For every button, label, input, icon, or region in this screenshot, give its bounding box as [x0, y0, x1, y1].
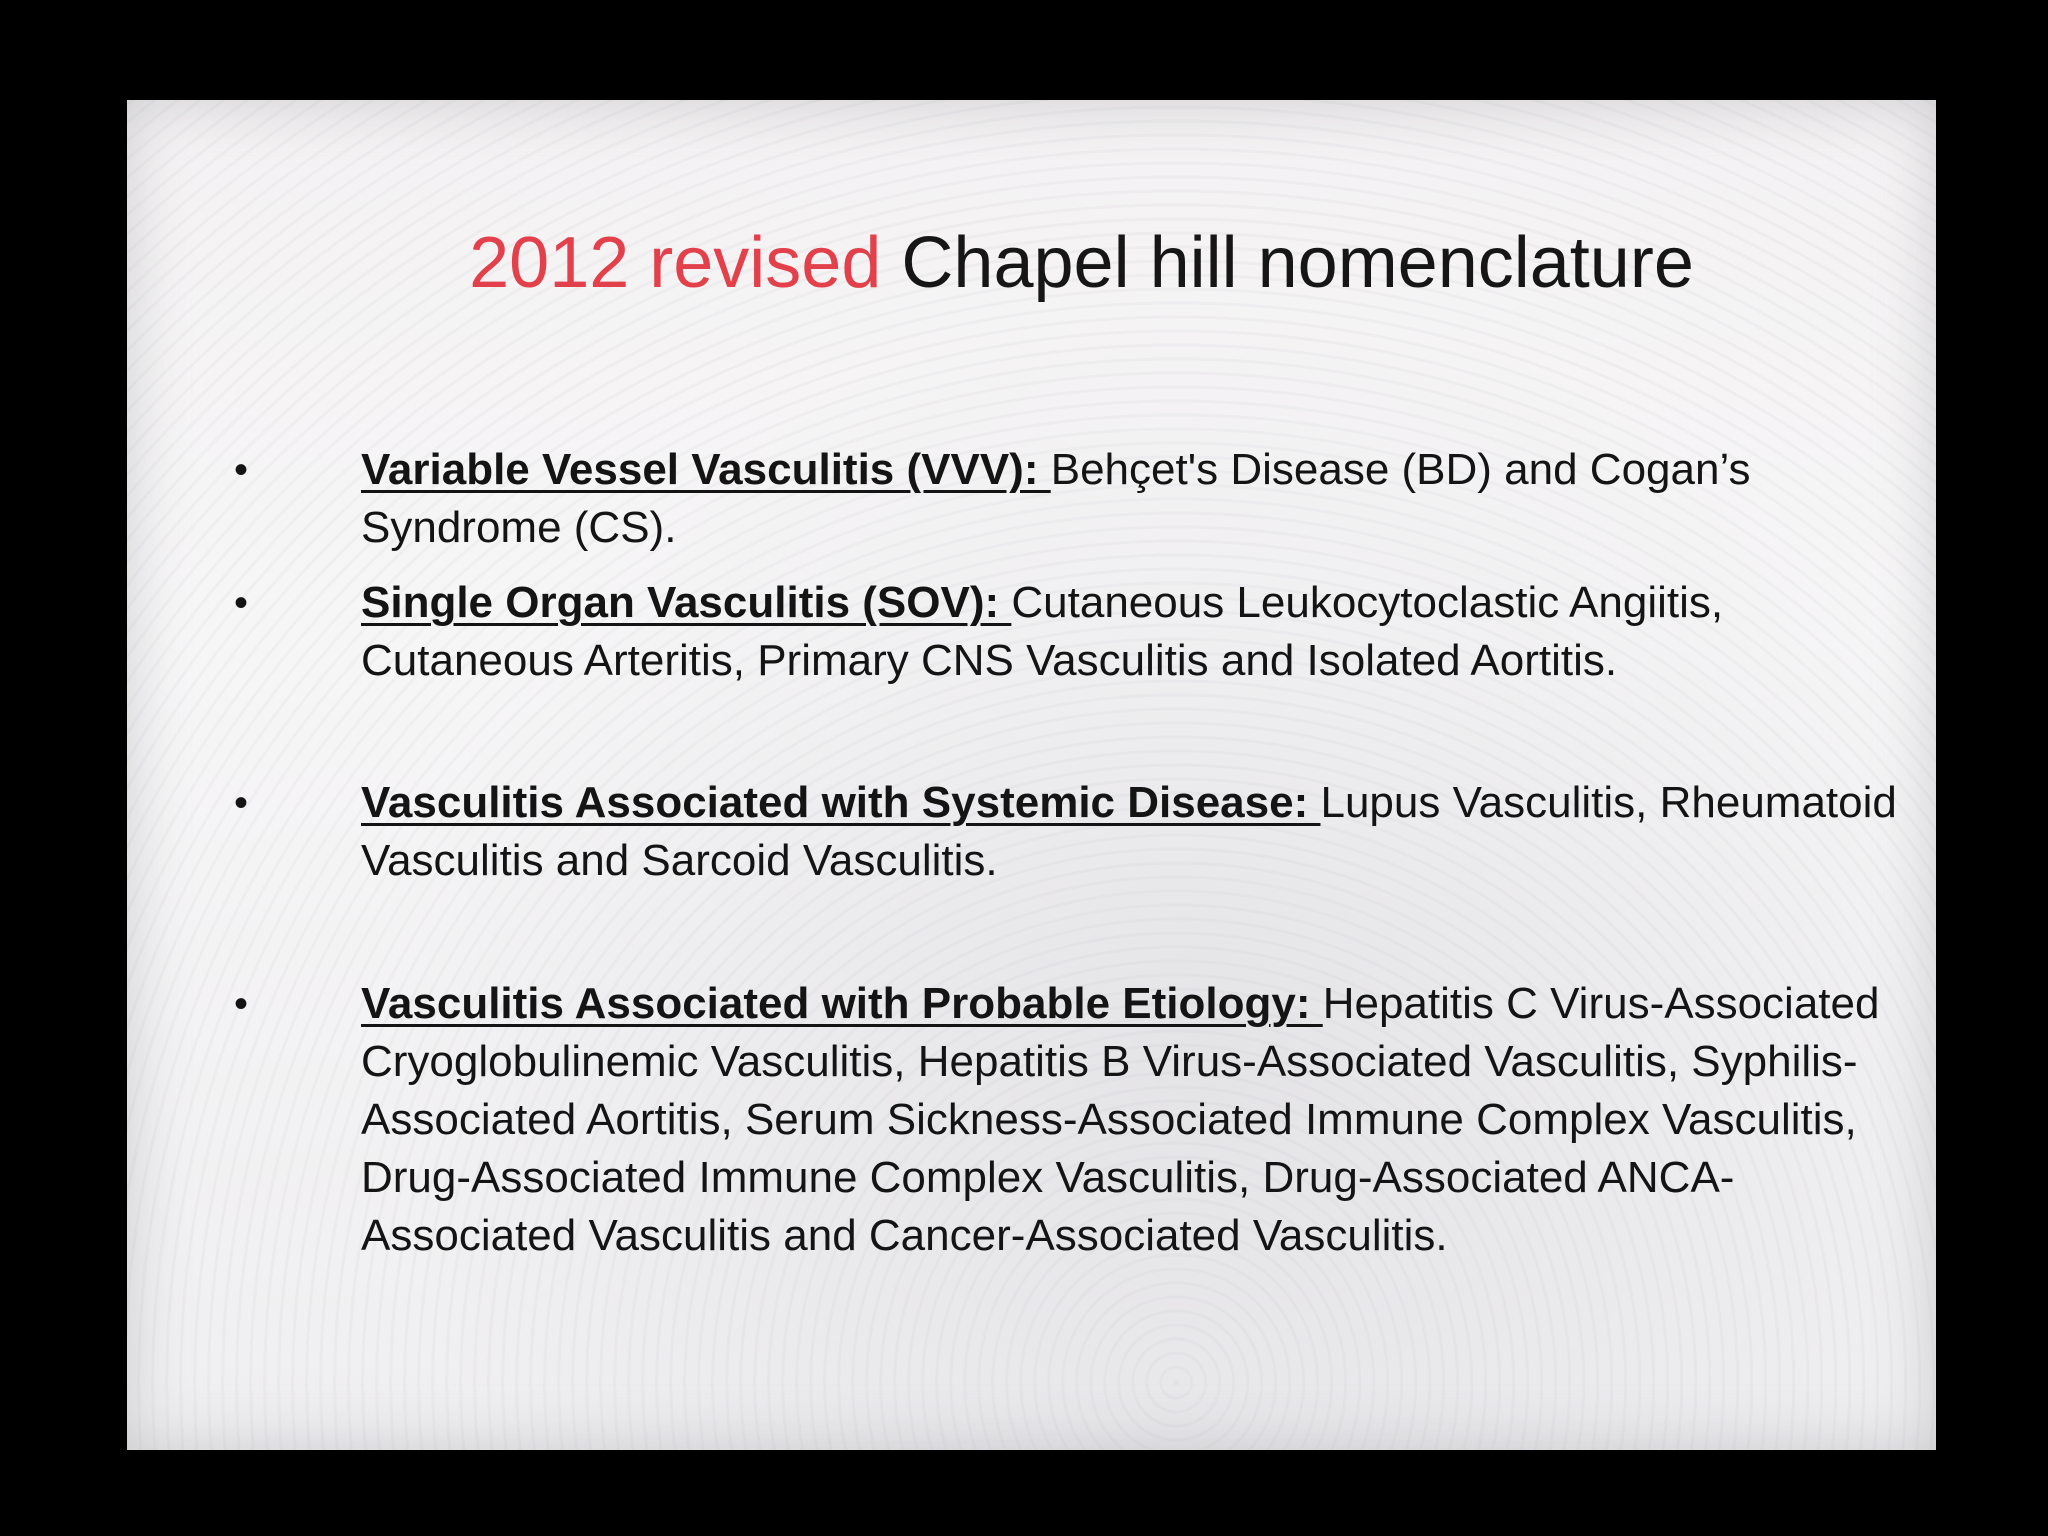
- list-item: [234, 574, 1924, 690]
- list-item-text: [361, 441, 1924, 557]
- slide-title-accent: 2012 revised: [469, 223, 882, 303]
- list-item-text: [361, 975, 1924, 1265]
- slide-title: [127, 218, 1936, 308]
- list-item-term: Vasculitis Associated with Systemic Disease:: [361, 778, 1321, 827]
- bullet-icon: •: [234, 581, 249, 625]
- list-item-term: Vasculitis Associated with Probable Etiology:: [361, 979, 1323, 1028]
- list-item-description: Lupus Vasculitis, Rheumatoid Vasculitis and Sarcoid Vasculitis.: [361, 778, 1897, 885]
- list-item-term: Single Organ Vasculitis (SOV):: [361, 578, 1012, 627]
- bullet-icon: •: [234, 448, 249, 492]
- bullet-icon: •: [234, 982, 249, 1026]
- list-item-description: Behçet's Disease (BD) and Cogan’s Syndrome (CS).: [361, 445, 1751, 552]
- list-item-term: Variable Vessel Vasculitis (VVV):: [361, 445, 1051, 494]
- list-item: [234, 441, 1924, 557]
- list-item: [234, 774, 1924, 890]
- bullet-icon: •: [234, 781, 249, 825]
- slide-title-main: Chapel hill nomenclature: [901, 223, 1694, 303]
- list-item-text: [361, 774, 1924, 890]
- list-item-description: Hepatitis C Virus-Associated Cryoglobulinemic Vasculitis, Hepatitis B Virus-Associated Vasculitis, Syphilis-Associated Aortitis, Serum Sickness-Associated Immune Complex Vasculitis, Drug-Associated Immune Complex Vasculitis, Drug-Associated ANCA-Associated Vasculitis and Cancer-Associated Vasculitis.: [361, 979, 1880, 1260]
- list-item-text: [361, 574, 1924, 690]
- list-item-description: Cutaneous Leukocytoclastic Angiitis, Cutaneous Arteritis, Primary CNS Vasculitis and Isolated Aortitis.: [361, 578, 1724, 685]
- list-item: [234, 975, 1924, 1265]
- presentation-slide: [127, 100, 1936, 1450]
